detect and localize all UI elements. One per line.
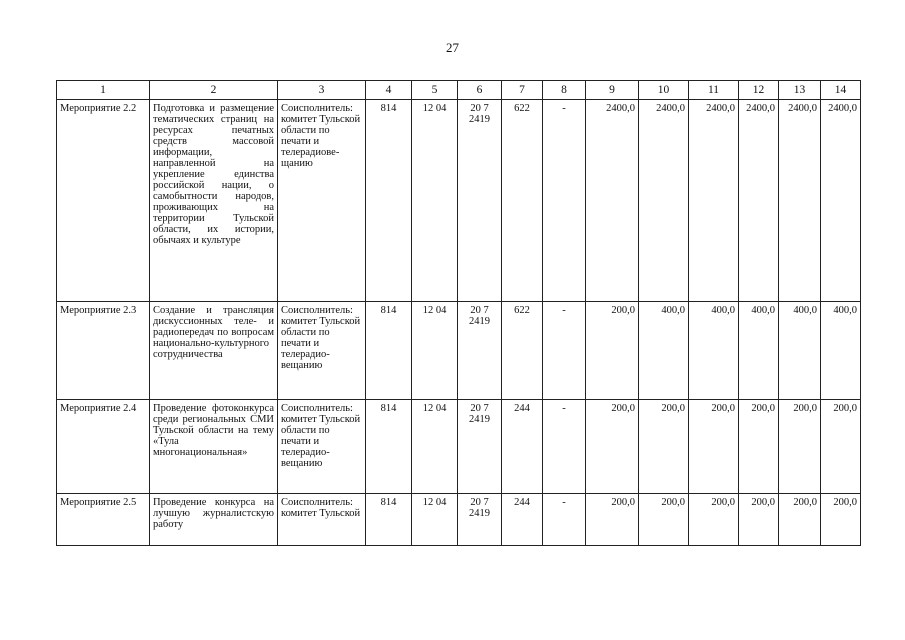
code-cell: 814 (366, 302, 412, 400)
amount-cell: 200,0 (739, 494, 779, 546)
executor-cell: Соисполнитель: комитет Тульской области по печати и телерадиове-щанию (278, 100, 366, 302)
code-cell: - (543, 302, 586, 400)
amount-cell: 2400,0 (639, 100, 689, 302)
code-cell: 12 04 (412, 400, 458, 494)
code-cell: 12 04 (412, 100, 458, 302)
amount-cell: 200,0 (739, 400, 779, 494)
header-cell: 8 (543, 81, 586, 100)
header-cell: 7 (502, 81, 543, 100)
description-cell: Создание и трансляция дискуссионных теле- и радиопередач по вопросам национально-культурного сотрудничества (150, 302, 278, 400)
code-cell: 244 (502, 400, 543, 494)
description-cell: Проведение конкурса на лучшую журналистскую работу (150, 494, 278, 546)
code-cell: 12 04 (412, 302, 458, 400)
amount-cell: 2400,0 (821, 100, 861, 302)
code-cell: - (543, 400, 586, 494)
header-cell: 14 (821, 81, 861, 100)
amount-cell: 200,0 (821, 494, 861, 546)
amount-cell: 400,0 (821, 302, 861, 400)
amount-cell: 200,0 (586, 400, 639, 494)
description-cell: Проведение фотоконкурса среди региональных СМИ Тульской области на тему «Тула многонациональная» (150, 400, 278, 494)
amount-cell: 200,0 (779, 400, 821, 494)
amount-cell: 200,0 (821, 400, 861, 494)
budget-table (56, 80, 861, 546)
amount-cell: 2400,0 (779, 100, 821, 302)
amount-cell: 400,0 (689, 302, 739, 400)
header-cell: 2 (150, 81, 278, 100)
header-cell: 11 (689, 81, 739, 100)
description-cell: Подготовка и размещение тематических страниц на ресурсах печатных средств массовой информации, направленной на укрепление единства российской нации, о самобытности народов, проживающих на территории Тульской области, их истории, обычаях и культуре (150, 100, 278, 302)
table-row (57, 100, 861, 302)
header-cell: 12 (739, 81, 779, 100)
table-row (57, 494, 861, 546)
amount-cell: 400,0 (779, 302, 821, 400)
amount-cell: 400,0 (739, 302, 779, 400)
event-cell: Мероприятие 2.5 (57, 494, 150, 546)
code-cell: 814 (366, 400, 412, 494)
code-cell: - (543, 494, 586, 546)
code-cell: 622 (502, 302, 543, 400)
amount-cell: 2400,0 (586, 100, 639, 302)
code-cell: 20 7 2419 (458, 400, 502, 494)
amount-cell: 2400,0 (739, 100, 779, 302)
header-cell: 13 (779, 81, 821, 100)
amount-cell: 200,0 (586, 494, 639, 546)
code-cell: - (543, 100, 586, 302)
amount-cell: 200,0 (689, 494, 739, 546)
code-cell: 20 7 2419 (458, 494, 502, 546)
code-cell: 20 7 2419 (458, 100, 502, 302)
code-cell: 622 (502, 100, 543, 302)
amount-cell: 200,0 (689, 400, 739, 494)
code-cell: 244 (502, 494, 543, 546)
code-cell: 814 (366, 100, 412, 302)
header-cell: 1 (57, 81, 150, 100)
header-cell: 4 (366, 81, 412, 100)
executor-cell: Соисполнитель: комитет Тульской (278, 494, 366, 546)
header-row (57, 81, 861, 100)
table-row (57, 302, 861, 400)
code-cell: 814 (366, 494, 412, 546)
amount-cell: 400,0 (639, 302, 689, 400)
table-row (57, 400, 861, 494)
code-cell: 12 04 (412, 494, 458, 546)
header-cell: 9 (586, 81, 639, 100)
event-cell: Мероприятие 2.3 (57, 302, 150, 400)
amount-cell: 200,0 (639, 400, 689, 494)
header-cell: 5 (412, 81, 458, 100)
code-cell: 20 7 2419 (458, 302, 502, 400)
executor-cell: Соисполнитель: комитет Тульской области по печати и телерадио-вещанию (278, 302, 366, 400)
event-cell: Мероприятие 2.4 (57, 400, 150, 494)
amount-cell: 200,0 (586, 302, 639, 400)
page-number: 27 (446, 40, 459, 55)
amount-cell: 200,0 (779, 494, 821, 546)
event-cell: Мероприятие 2.2 (57, 100, 150, 302)
header-cell: 3 (278, 81, 366, 100)
header-cell: 10 (639, 81, 689, 100)
amount-cell: 2400,0 (689, 100, 739, 302)
header-cell: 6 (458, 81, 502, 100)
executor-cell: Соисполнитель: комитет Тульской области по печати и телерадио-вещанию (278, 400, 366, 494)
amount-cell: 200,0 (639, 494, 689, 546)
